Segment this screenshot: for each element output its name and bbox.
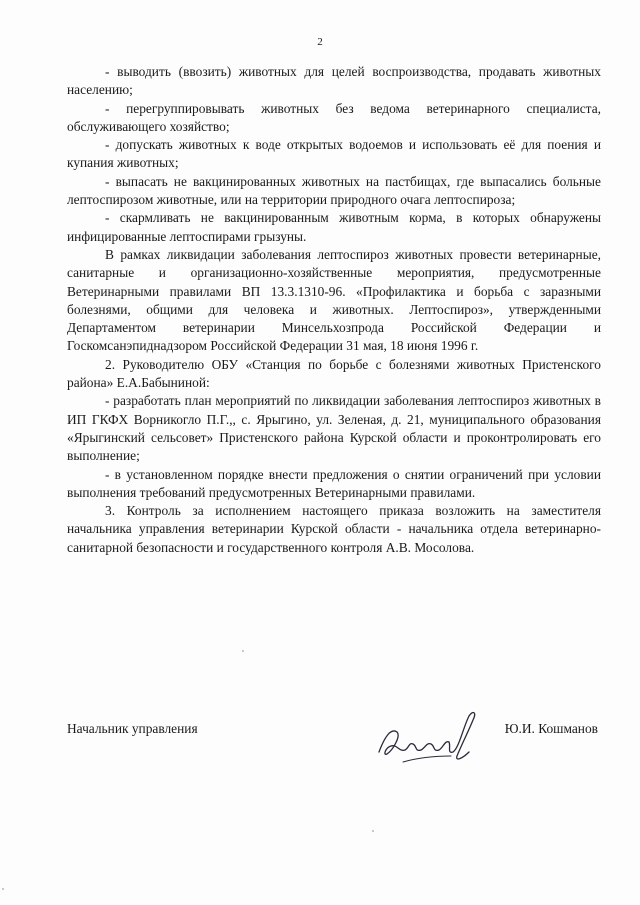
paragraph-6: В рамках ликвидации заболевания лептоспироз животных провести ветеринарные, санитарные и организационно-хозяйственные мероприятия, предусмотренные Ветеринарными правилами ВП 13.3.1310-96. «Профилактика и борьба с заразными болезнями, общими для человека и животных. Лептоспироз», утвержденными Департаментом ветеринарии Минсельхозпрода Российской Федерации и Госкомсанэпиднадзором Российской Федерации 31 мая, 18 июня 1996 г.: [67, 246, 601, 354]
scan-speck: [372, 830, 374, 832]
signatory-name: Ю.И. Кошманов: [504, 721, 598, 736]
signatory-title: Начальник управления: [67, 721, 198, 736]
paragraph-5: - скармливать не вакцинированным животным корма, в которых обнаружены инфицированные лептоспирами грызуны.: [67, 210, 601, 244]
paragraph-8: - разработать план мероприятий по ликвидации заболевания лептоспироз животных в ИП ГКФХ Ворникогло П.Г.,, с. Ярыгино, ул. Зеленая, д. 21, муниципального образования «Ярыгинский сельсовет» Пристенского района Курской области и проконтролировать его выполнение;: [67, 393, 601, 464]
scan-speck: [242, 650, 244, 652]
scan-speck: [2, 888, 4, 890]
handwritten-signature: [373, 706, 513, 766]
paragraph-3: - допускать животных к воде открытых водоемов и использовать её для поения и купания животных;: [67, 137, 601, 171]
paragraph-1: - выводить (ввозить) животных для целей воспроизводства, продавать животных населению;: [67, 64, 601, 98]
paragraph-4: - выпасать не вакцинированных животных на пастбищах, где выпасались больные лептоспирозом животные, или на территории природного очага лептоспироза;: [67, 173, 601, 208]
paragraph-7: 2. Руководителю ОБУ «Станция по борьбе с болезнями животных Пристенского района» Е.А.Бабыниной:: [67, 356, 601, 391]
paragraph-2: - перегруппировывать животных без ведома ветеринарного специалиста, обслуживающего хозяйство;: [67, 100, 601, 134]
paragraph-10: 3. Контроль за исполнением настоящего приказа возложить на заместителя начальника управления ветеринарии Курской области - начальника отдела ветеринарно-санитарной безопасности и государственного контроля А.В. Мосолова.: [67, 503, 601, 555]
page-number: 2: [317, 36, 323, 48]
document-body: [67, 63, 601, 557]
paragraph-9: - в установленном порядке внести предложения о снятии ограничений при условии выполнения требований предусмотренных Ветеринарными правилами.: [67, 466, 601, 500]
